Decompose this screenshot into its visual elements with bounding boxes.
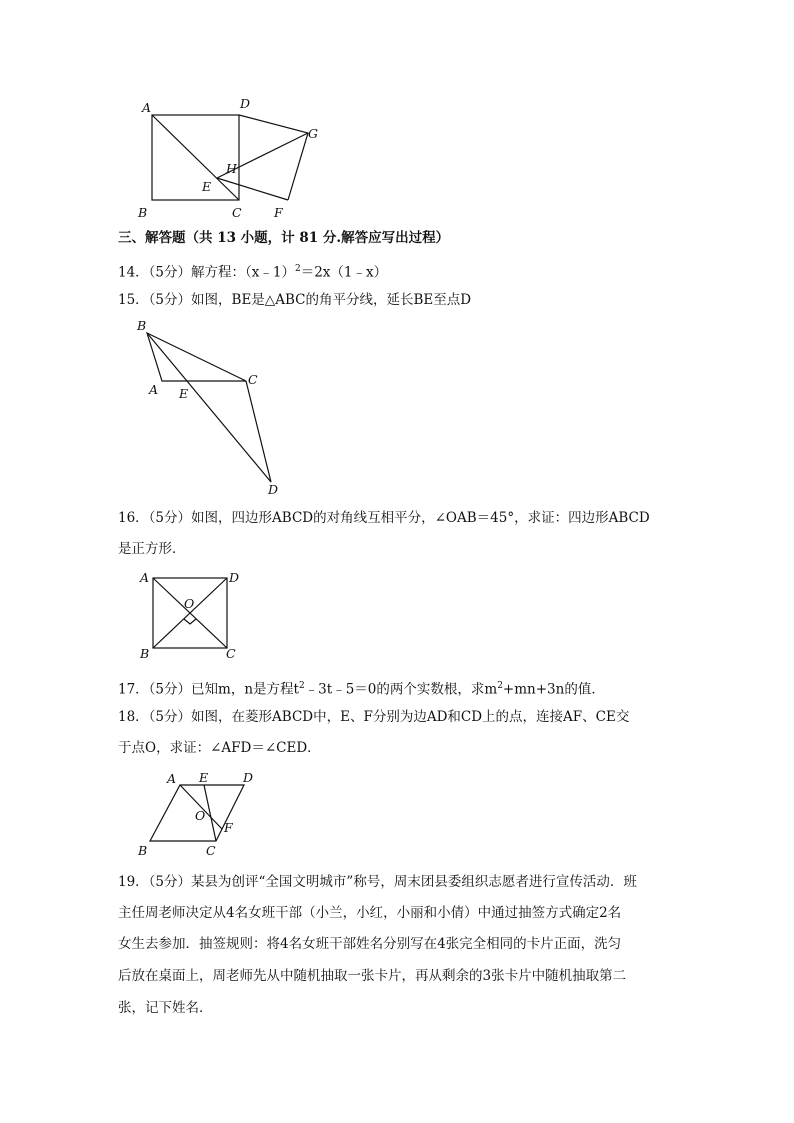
label-D: D [268,482,279,497]
question-18-line2: 于点O，求证：∠AFD＝∠CED． [118,740,321,756]
label-E: E [179,386,189,401]
label-C: C [248,372,258,387]
label-B: B [137,318,147,333]
question-number: 18．（5分） [118,709,192,725]
question-text: 如图，BE是△ABC的角平分线，延长BE至点D [191,292,472,308]
label-O: O [184,596,195,611]
question-text: 已知m，n是方程t [191,681,299,698]
label-G: G [308,126,318,141]
question-text: ﹣3t﹣5＝0的两个实数根，求m [304,681,498,698]
label-A: A [140,570,150,585]
segment-ce [204,785,216,841]
label-E: E [199,770,209,785]
label-B: B [138,843,148,858]
label-E: E [202,179,212,194]
question-text: 解方程：（x﹣1） [191,264,295,281]
label-B: B [140,646,150,661]
question-19-line2: 主任周老师决定从4名女班干部（小兰，小红，小丽和小倩）中通过抽签方式确定2名 [118,905,622,921]
label-D: D [229,570,240,585]
question-19-line4: 后放在桌面上，周老师先从中随机抽取一张卡片，再从剩余的3张卡片中随机抽取第二 [118,968,627,984]
question-number: 17．（5分） [118,681,192,698]
label-C: C [226,646,236,661]
label-C: C [206,843,216,858]
label-D: D [240,96,251,111]
question-16-line2: 是正方形． [118,541,186,557]
label-A: A [142,100,152,115]
question-text: 如图，四边形ABCD的对角线互相平分，∠OAB＝45°，求证：四边形ABCD [191,510,650,526]
question-text: 某县为创评“全国文明城市”称号，周末团县委组织志愿者进行宣传活动．班 [191,874,637,890]
question-number: 16．（5分） [118,510,192,526]
label-B: B [138,205,148,220]
question-19-line5: 张，记下姓名． [118,1000,213,1016]
question-number: 15．（5分） [118,292,192,308]
section-heading: 三、解答题（共 13 小题，计 81 分.解答应写出过程） [118,230,450,246]
exponent: 2 [294,264,301,274]
question-19-line3: 女生去参加．抽签规则：将4名女班干部姓名分别写在4张完全相同的卡片正面，洗匀 [118,936,622,952]
question-19-line1 [118,873,637,891]
question-text: ＝2x（1﹣x） [300,264,388,281]
question-text: +mn+3n的值． [502,681,605,698]
question-number: 19．（5分） [118,874,192,890]
label-C: C [232,205,242,220]
exponent: 2 [497,681,503,691]
label-F: F [224,820,233,835]
exponent: 2 [298,681,305,691]
label-H: H [226,161,237,176]
question-number: 14．（5分） [118,264,192,281]
label-A: A [167,771,177,786]
label-A: A [149,382,159,397]
question-text: 如图，在菱形ABCD中，E、F分别为边AD和CD上的点，连接AF、CE交 [191,709,630,725]
label-D: D [243,770,254,785]
label-O: O [195,808,206,823]
label-F: F [274,205,283,220]
